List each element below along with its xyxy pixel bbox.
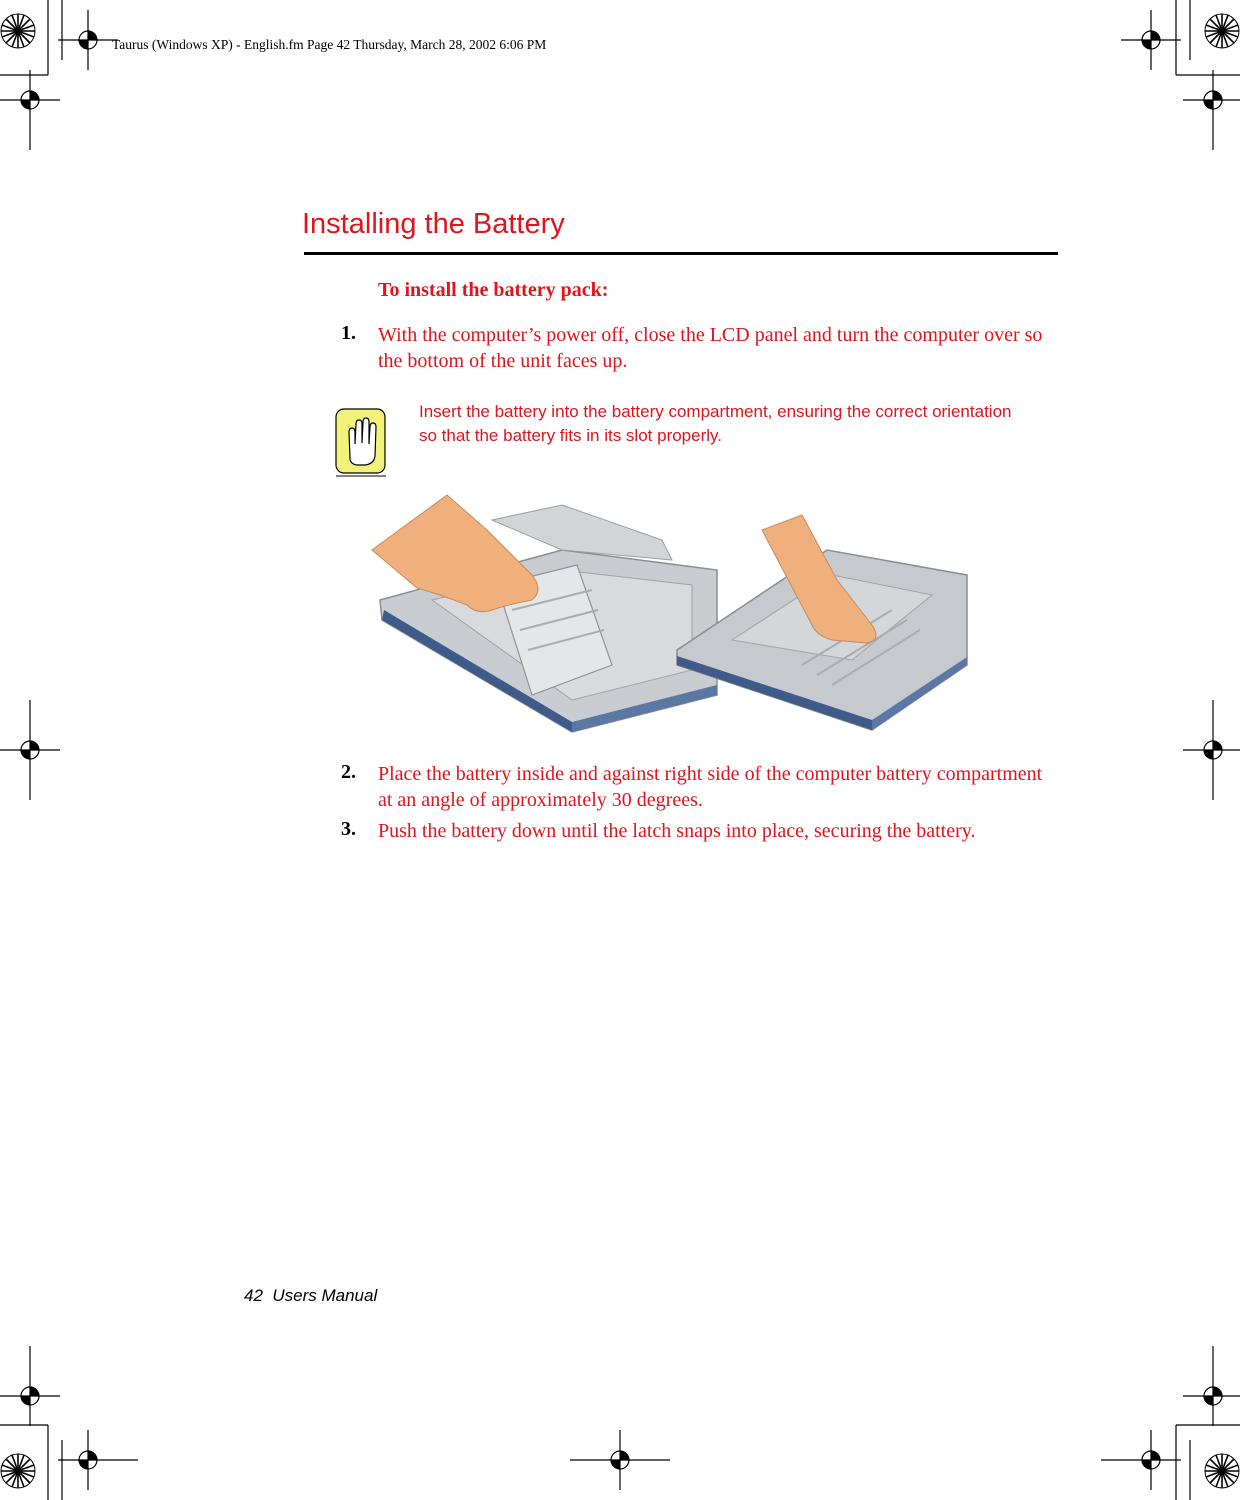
doc-title: Users Manual (272, 1286, 378, 1305)
registration-mark (1121, 1430, 1181, 1490)
print-header: Taurus (Windows XP) - English.fm Page 42 Thursday, March 28, 2002 6:06 PM (112, 37, 547, 52)
registration-mark (58, 10, 118, 70)
page-footer (244, 1286, 377, 1306)
stop-hand-icon (335, 408, 387, 478)
step-number: 1. (341, 322, 356, 344)
registration-mark (1183, 700, 1240, 800)
step-number: 3. (341, 818, 356, 840)
registration-mark (0, 700, 60, 800)
title-rule (304, 252, 1058, 255)
registration-mark (0, 1346, 60, 1446)
registration-mark (1183, 1346, 1240, 1446)
registration-mark (1183, 70, 1240, 130)
page-number: 42 (244, 1286, 263, 1305)
step-text: Place the battery inside and against right side of the computer battery compartment at an angle of approximately 30 degrees. (378, 763, 1043, 811)
starburst-target (0, 13, 36, 49)
figure-battery-install (372, 490, 972, 735)
registration-mark (1121, 10, 1181, 70)
page-title: Installing the Battery (302, 208, 565, 240)
caution-text: Insert the battery into the battery compartment, ensuring the correct orientation so that the battery fits in its slot properly. (419, 402, 1012, 445)
starburst-target (1204, 1453, 1240, 1489)
registration-mark (58, 1430, 118, 1490)
registration-mark (570, 1430, 670, 1490)
hand-inserting-battery (372, 495, 538, 612)
registration-mark (0, 70, 60, 130)
step-number: 2. (341, 761, 356, 783)
step-text: With the computer’s power off, close the LCD panel and turn the computer over so the bottom of the unit faces up. (378, 324, 1043, 372)
step-text: Push the battery down until the latch snaps into place, securing the battery. (378, 820, 976, 842)
procedure-intro: To install the battery pack: (378, 279, 609, 301)
starburst-target (0, 1453, 36, 1489)
starburst-target (1204, 13, 1240, 49)
